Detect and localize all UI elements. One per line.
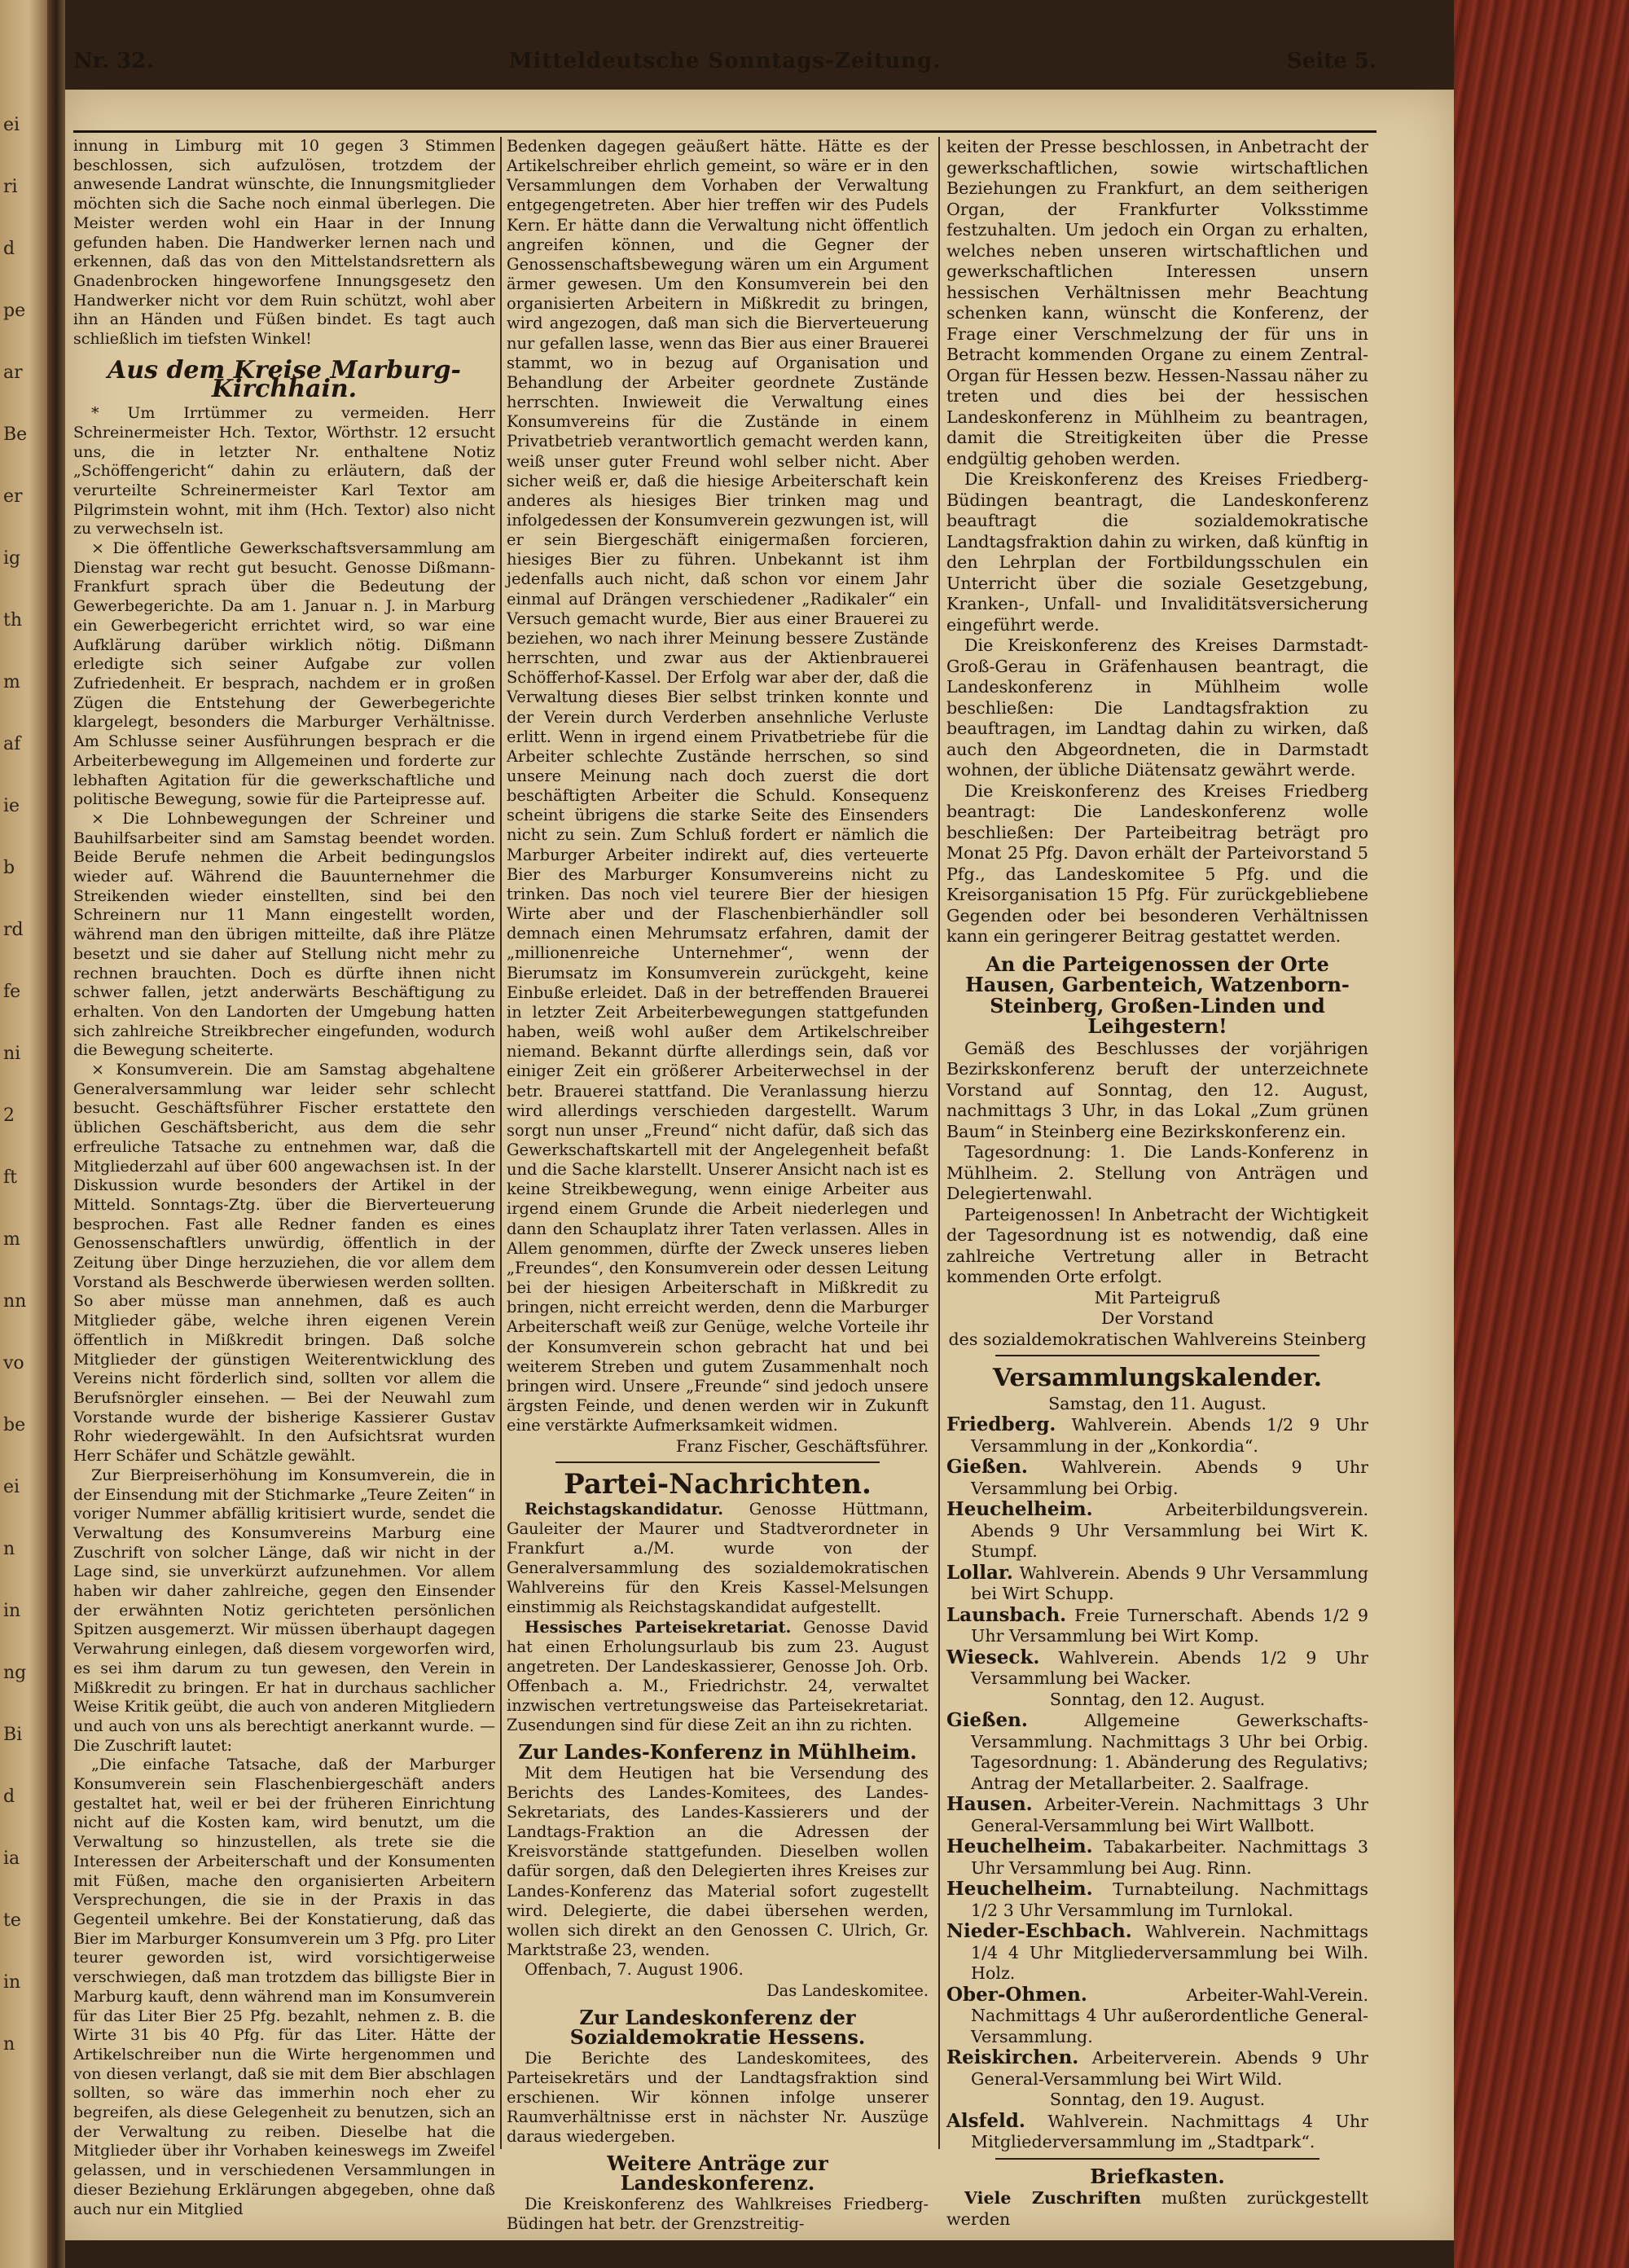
previous-page-fragment: er [3, 486, 23, 507]
signature: Das Landeskomitee. [766, 1981, 929, 2001]
article-paragraph: „Die einfache Tatsache, daß der Marburger Konsumverein sein Flaschenbiergeschäft anders gestaltet hat, weil er bei der früheren Einrichtung nicht auf die Kosten kam, wird benutzt, um die Verwaltung so hinzustellen, als trete sie die Interessen der Arbeiterschaft und der Konsumenten mit Füßen, mache den organisierten Arbeitern Versprechungen, die sie in der Praxis in das Gegenteil umkehre. Bei der Konstatierung, daß das Bier im Marburger Konsumverein um 3 Pfg. pro Liter teurer geworden ist, wird vorsichtigerweise verschwiegen, daß man trotzdem das billigste Bier in Marburg kauft, denn während man im Konsumverein für das Liter Bier 25 Pfg. bezahlt, nehmen z. B. die Wirte 31 bis 40 Pfg. für das Liter. Hätte der Artikelschreiber nun die Wirte hergenommen und von diesen verlangt, daß sie mit dem Bier abschlagen sollten, so wäre das immerhin noch eher zu begreifen, als diese Gelegenheit zu benutzen, sich an der Verwaltung zu reiben. Dieselbe hat die Mitglieder über ihr Vorhaben keineswegs im Zweifel gelassen, und in verschiedenen Versammlungen in dieser Beziehung Erklärungen abgegeben, ohne daß auch nur ein Mitglied [73, 1756, 495, 2218]
calendar-text: Arbeiterverein. Abends 9 Uhr General-Versammlung bei Wirt Wild. [971, 2048, 1368, 2089]
previous-page-fragment: b [3, 858, 15, 878]
greeting: Mit Parteigruß [1094, 1287, 1221, 1308]
article-text: Genosse David hat einen Erholungsurlaub bis zum 23. August angetreten. Der Landeskassierer, Genosse Joh. Orb. Offenbach a. M., Friedrichstr. 24, verwaltet inzwischen vertretungsweise das Parteisekretariat. Zusendungen sind für diese Zeit an ihn zu richten. [507, 1617, 929, 1735]
calendar-place: Heuchelheim. [946, 1835, 1093, 1857]
previous-page-fragment: ni [3, 1044, 21, 1064]
previous-page-fragment: ie [3, 796, 20, 816]
previous-page-fragment: in [3, 1972, 21, 1993]
calendar-text: Freie Turnerschaft. Abends 1/2 9 Uhr Versammlung bei Wirt Komp. [971, 1605, 1368, 1646]
previous-page-fragment: ar [3, 363, 23, 383]
calendar-entry [946, 1414, 1368, 1457]
article-paragraph: keiten der Presse beschlossen, in Anbetracht der gewerkschaftlichen, sowie wirtschaftlichen Beziehungen zu Frankfurt, an dem seitherigen Organ, der Frankfurter Volksstimme festzuhalten. Um jedoch ein Organ zu erhalten, welches neben unseren wirtschaftlichen und gewerkschaftlichen Interessen unsern hessischen Verhältnissen mehr Beachtung schenken kann, wünscht die Konferenz, der Frage einer Verschmelzung der für uns in Betracht kommenden Organe zu einem Zentral-Organ für Hessen bezw. Hessen-Nassau näher zu treten und dies bei der hessischen Landeskonferenz in Mühlheim zu beantragen, damit die Streitigkeiten über die Presse endgültig gehoben werden. [946, 137, 1368, 468]
previous-page-fragment: m [3, 1229, 20, 1250]
page-header [73, 49, 1377, 90]
section-heading: Partei-Nachrichten. [564, 1468, 872, 1501]
calendar-text: Arbeiterbildungsverein. Abends 9 Uhr Versammlung bei Wirt K. Stumpf. [971, 1500, 1368, 1561]
calendar-place: Alsfeld. [946, 2109, 1025, 2132]
signature: Franz Fischer, Geschäftsführer. [676, 1437, 929, 1457]
calendar-entry [946, 1499, 1368, 1563]
scan-bottom-border [65, 2240, 1454, 2268]
calendar-place: Hausen. [946, 1793, 1033, 1815]
calendar-date: Sonntag, den 19. August. [1049, 2090, 1266, 2109]
calendar-entry [946, 1984, 1368, 2048]
previous-page-fragment: rd [3, 920, 24, 940]
section-heading: Briefkasten. [1090, 2164, 1225, 2188]
previous-page-fragment: n [3, 1539, 15, 1559]
article-paragraph: Die Kreiskonferenz des Kreises Friedberg-Büdingen beantragt, die Landeskonferenz beauftragt die sozialdemokratische Landtagsfraktion dahin zu wirken, daß künftig in den Lehrplan der Fortbildungsschulen ein Unterricht über die soziale Gesetzgebung, Kranken-, Unfall- und Invaliditätsversicherung eingeführt werde. [946, 469, 1368, 635]
previous-page-fragment: m [3, 672, 20, 692]
divider [555, 1461, 880, 1463]
article-paragraph: × Die öffentliche Gewerkschaftsversammlung am Dienstag war recht gut besucht. Genosse Dißmann-Frankfurt sprach über die Bedeutung der Gewerbegerichte. Da am 1. Januar n. J. in Marburg ein Gewerbegericht errichtet wird, so war eine Aufklärung darüber wirklich nötig. Dißmann erledigte sich seiner Aufgabe zur vollen Zufriedenheit. Er besprach, nachdem er in großen Zügen die Entstehung der Gewerbegerichte klargelegt, besonders die Marburger Verhältnisse. Am Schlusse seiner Ausführungen besprach er die Arbeiterbewegung im Allgemeinen und forderte zur lebhaften Agitation für die gewerkschaftliche und politische Bewegung, sowie für die Parteipresse auf. [73, 539, 495, 809]
article-paragraph: Parteigenossen! In Anbetracht der Wichtigkeit der Tagesordnung ist es notwendig, daß eine zahlreiche Vertretung aller in Betracht kommenden Orte erfolgt. [946, 1204, 1368, 1286]
calendar-text: Allgemeine Gewerkschafts-Versammlung. Nachmittags 3 Uhr bei Orbig. Tagesordnung: 1. Abänderung des Regulativs; Antrag der Metallarbeiter. 2. Saalfrage. [971, 1711, 1368, 1793]
article-paragraph: innung in Limburg mit 10 gegen 3 Stimmen beschlossen, sich aufzulösen, trotzdem der anwesende Landrat wünschte, die Innungsmitglieder möchten sich die Sache noch einmal überlegen. Die Meister werden wohl ein Haar in der Innung gefunden haben. Die Handwerker lernen nach und erkennen, daß das von den Mittelstandsrettern als Gnadenbrocken hingeworfene Innungsgesetz den Handwerker nicht vor dem Ruin schützt, wohl aber ihn an Händen und Füßen bindet. Es tagt auch schließlich im tiefsten Winkel! [73, 137, 495, 349]
calendar-text: Wahlverein. Nachmittags 4 Uhr Mitgliederversammlung im „Stadtpark“. [971, 2111, 1368, 2152]
column-rule [938, 137, 940, 2149]
calendar-place: Ober-Ohmen. [946, 1983, 1087, 2006]
book-binding [1454, 0, 1629, 2268]
calendar-entry [946, 1836, 1368, 1879]
previous-page-fragment: ei [3, 115, 20, 135]
article-paragraph: Tagesordnung: 1. Die Lands-Konferenz in Mühlheim. 2. Stellung von Anträgen und Delegiertenwahl. [946, 1142, 1368, 1203]
calendar-place: Nieder-Eschbach. [946, 1920, 1132, 1942]
article-paragraph: Die Kreiskonferenz des Kreises Friedberg beantragt: Die Landeskonferenz wolle beschließen: Der Parteibeitrag beträgt pro Monat 25 Pfg. Davon erhält der Parteivorstand 5 Pfg., das Landeskomitee 5 Pfg. und die Kreisorganisation 15 Pfg. Für zurückgebliebene Gegenden oder bei besonderen Verhältnissen kann ein geringerer Beitrag gestattet werden. [946, 780, 1368, 946]
calendar-entry [946, 1563, 1368, 1605]
previous-page-fragment: ia [3, 1848, 20, 1869]
section-heading: Aus dem Kreise Marburg-Kirchhain. [108, 355, 461, 404]
article-paragraph: * Um Irrtümmer zu vermeiden. Herr Schreinermeister Hch. Textor, Wörthstr. 12 ersucht uns, die in letzter Nr. enthaltene Notiz „Schöffengericht“ dahin zu erläutern, daß der verurteilte Schreinermeister Karl Textor am Pilgrimstein wohnt, mit ihm (Hch. Textor) also nicht zu verwechseln ist. [73, 404, 495, 538]
calendar-entry [946, 1647, 1368, 1690]
column-1 [73, 137, 495, 2219]
calendar-entry [946, 1710, 1368, 1794]
previous-page-fragment: n [3, 2034, 15, 2055]
previous-page-fragment: 2 [3, 1105, 15, 1126]
calendar-entry [946, 1879, 1368, 1921]
header-rule [73, 130, 1377, 133]
calendar-entry [946, 1605, 1368, 1647]
calendar-text: Wahlverein. Abends 9 Uhr Versammlung bei Wirt Schupp. [971, 1563, 1368, 1603]
item-heading: Weitere Anträge zur Landeskonferenz. [607, 2151, 828, 2195]
calendar-text: Turnabteilung. Nachmittags 1/2 3 Uhr Versammlung im Turnlokal. [971, 1879, 1368, 1920]
column-2 [507, 137, 929, 2234]
article-paragraph: Mit dem Heutigen hat bie Versendung des Berichts des Landes-Komitees, des Landes-Sekretariats, des Landes-Kassierers und der Landtags-Fraktion an die Adressen der Kreisvorstände stattgefunden. Dieselben wollen dafür sorgen, daß den Delegierten ihres Kreises zur Landes-Konferenz das Material sofort zugestellt wird. Delegierte, die dabei übersehen werden, wollen sich direkt an den Genossen C. Ulrich, Gr. Marktstraße 23, wenden. [507, 1763, 929, 1960]
article-paragraph: Zur Bierpreiserhöhung im Konsumverein, die in der Einsendung mit der Stichmarke „Teure Zeiten“ in voriger Nummer abfällig kritisiert wurde, sendet die Verwaltung des Konsumvereins Marburg eine Zuschrift von solcher Länge, daß wir nicht in der Lage sind, sie unverkürzt aufzunehmen. Vor allem haben wir daher zahlreiche, gegen den Einsender der erwähnten Notiz gerichteten persönlichen Spitzen ausgemerzt. Wir müssen überhaupt dagegen Verwahrung einlegen, daß diesem vorgeworfen wird, es sei ihm darum zu tun gewesen, den Verein in Mißkredit zu bringen. Er hat in durchaus sachlicher Weise Kritik geübt, die auch von anderen Mitgliedern und auch von uns als berechtigt anerkannt wurde. — Die Zuschrift lautet: [73, 1466, 495, 1755]
article-paragraph: × Konsumverein. Die am Samstag abgehaltene Generalversammlung war leider sehr schlecht besucht. Geschäftsführer Fischer erstattete den üblichen Geschäftsbericht, aus dem die sehr erfreuliche Tatsache zu entnehmen war, daß die Mitgliederzahl auf über 600 angewachsen ist. In der Diskussion wurde besonders der Artikel in der Mitteld. Sonntags-Ztg. über die Bierverteuerung besprochen. Fast alle Redner fanden es eines Genossenschaftlers unwürdig, öffentlich in der Zeitung über Dinge herzuziehen, die vor allem dem Vorstand als Beschwerde überwiesen werden sollten. So aber müsse man annehmen, daß es auch Mitglieder gäbe, welche ihren eigenen Verein öffentlich in Mißkredit bringen. Daß solche Mitglieder der günstigen Weiterentwicklung des Vereins nicht förderlich sind, sollten vor allem die Berufsnörgler einsehen. — Bei der Neuwahl zum Vorstande wurde der bisherige Kassierer Gustav Rohr wiedergewählt. In den Aufsichtsrat wurden Herr Schäfer und Schätzle gewählt. [73, 1061, 495, 1466]
previous-page-fragment: vo [3, 1353, 24, 1374]
calendar-entry [946, 1921, 1368, 1984]
calendar-text: Wahlverein. Abends 1/2 9 Uhr Versammlung in der „Konkordia“. [971, 1415, 1368, 1456]
item-heading: Zur Landes-Konferenz in Mühlheim. [518, 1739, 917, 1764]
previous-page-fragment: af [3, 734, 21, 754]
calendar-place: Reiskirchen. [946, 2046, 1079, 2068]
calendar-text: Arbeiter-Wahl-Verein. Nachmittags 4 Uhr außerordentliche General-Versammlung. [971, 1984, 1368, 2046]
calendar-place: Gießen. [946, 1456, 1028, 1478]
calendar-place: Lollar. [946, 1561, 1013, 1584]
previous-page-fragment: nn [3, 1291, 27, 1312]
issue-number: Nr. 32. [73, 49, 154, 73]
calendar-place: Gießen. [946, 1709, 1028, 1731]
item-heading: Viele Zuschriften [964, 2188, 1142, 2208]
calendar-date: Sonntag, den 12. August. [1049, 1689, 1266, 1709]
previous-page-fragment: in [3, 1601, 21, 1621]
article-text: Genosse Hüttmann, Gauleiter der Maurer und Stadtverordneter in Frankfurt a./M. wurde von der Generalversammlung des sozialdemokratischen Wahlvereins für den Kreis Kassel-Melsungen einstimmig als Reichstagskandidat aufgestellt. [507, 1499, 929, 1617]
section-heading: Versammlungskalender. [992, 1364, 1323, 1392]
calendar-place: Heuchelheim. [946, 1498, 1093, 1520]
book-gutter [47, 0, 65, 2268]
article-paragraph: Gemäß des Beschlusses der vorjährigen Bezirkskonferenz beruft der unterzeichnete Vorstand auf Sonntag, den 12. August, nachmittags 3 Uhr, in das Lokal „Zum grünen Baum“ in Steinberg eine Bezirkskonferenz ein. [946, 1038, 1368, 1141]
calendar-text: Wahlverein. Abends 9 Uhr Versammlung bei Orbig. [971, 1457, 1368, 1498]
calendar-place: Launsbach. [946, 1603, 1067, 1626]
previous-page-fragment: ei [3, 1477, 20, 1497]
calendar-text: Arbeiter-Verein. Nachmittags 3 Uhr General-Versammlung bei Wirt Wallbott. [971, 1795, 1368, 1835]
previous-page-fragment: Be [3, 424, 28, 445]
item-heading: Zur Landeskonferenz der Sozialdemokratie Hessens. [569, 2005, 866, 2049]
article-text: mußten zurückgestellt werden [946, 2188, 1369, 2229]
column-3 [946, 137, 1368, 2230]
article-paragraph: Bedenken dagegen geäußert hätte. Hätte es der Artikelschreiber ehrlich gemeint, so wäre er in den Versammlungen dem Vorhaben der Verwaltung entgegengetreten. Aber hier treffen wir des Pudels Kern. Er hätte dann die Verwaltung nicht öffentlich angreifen können, und die Gegner der Genossenschaftsbewegung wären um ein Argument ärmer gewesen. Um den Konsumverein bei den organisierten Arbeitern in Mißkredit zu bringen, wird angezogen, daß man sich die Bierverteuerung nur gefallen lasse, wenn das Bier aus einer Brauerei stammt, wo in bezug auf Organisation und Behandlung der Arbeiter geordnete Zustände herrschten. Inwieweit die Verwaltung eines Konsumvereins für die Zustände in einem Privatbetrieb verantwortlich gemacht werden kann, weiß unser guter Freund wohl selber nicht. Aber sicher weiß er, daß die hiesige Arbeiterschaft kein anderes als hiesiges Bier trinken mag und infolgedessen der Konsumverein gezwungen ist, will er sein Biergeschäft einigermaßen forcieren, hiesiges Bier zu führen. Unbekannt ist ihm jedenfalls auch nicht, daß schon vor einem Jahr einmal auf Drängen verschiedener „Radikaler“ ein Versuch gemacht wurde, Bier aus einer Brauerei zu beziehen, wo nach ihrer Meinung bessere Zustände herrschten, und zwar aus der Aktienbrauerei Schöfferhof-Kassel. Der Erfolg war aber der, daß die Verwaltung dieses Bier selbst trinken konnte und der Verein durch Verderben ansehnliche Verluste erlitt. Wenn in irgend einem Privatbetriebe für die Arbeiter schlechte Zustände herrschen, so sind unsere Meinung nach doch zuerst die dort beschäftigten Arbeiter die Schuld. Konsequenz scheint übrigens die starke Seite des Einsenders nicht zu sein. Zum Schluß fordert er nämlich die Marburger Arbeiter indirekt auf, dies verteuerte Bier des Marburger Konsumvereins nicht zu trinken. Das noch viel teurere Bier der hiesigen Wirte aber und der Flaschenbierhändler soll demnach einen Mehrumsatz erfahren, damit der „millionenreiche Unternehmer“, wenn der Bierumsatz im Konsumverein zurückgeht, keine Einbuße erleidet. Daß in der betreffenden Brauerei in letzter Zeit Arbeiterbewegungen stattgefunden haben, weiß wohl außer dem Artikelschreiber niemand. Bekannt dürfte allerdings sein, daß vor einiger Zeit ein größerer Arbeiterwechsel in der betr. Brauerei stattfand. Die Veranlassung hierzu wird allerdings verschieden dargestellt. Warum sorgt nun unser „Freund“ nicht dafür, daß sich das Gewerkschaftskartell mit der Angelegenheit befaßt und die Sache klarstellt. Unserer Ansicht nach ist es keine Streikbewegung, wenn einige Arbeiter aus irgend einem Grunde die Arbeit niederlegen und dann den Schauplatz ihrer Taten verlassen. Alles in Allem genommen, dürfte der Zweck unseres lieben „Freundes“, den Konsumverein oder dessen Leitung bei der hiesigen Arbeiterschaft in Mißkredit zu bringen, nicht erreicht werden, denn die Marburger Arbeiterschaft weiß zur Genüge, welche Vorteile ihr der Konsumverein schon gebracht hat und bei weiterem Streben und gutem Zusammenhalt noch bringen wird. Unsere „Freunde“ sind jedoch unsere ärgsten Feinde, und denen werden wir in Zukunft eine verstärkte Aufmerksamkeit widmen. [507, 137, 929, 1435]
calendar-entry [946, 1457, 1368, 1499]
item-heading: An die Parteigenossen der Orte Hausen, Garbenteich, Watzenborn-Steinberg, Großen-Linden und Leihgestern! [965, 952, 1350, 1038]
previous-page-edge [0, 0, 47, 2268]
calendar-entry [946, 1794, 1368, 1836]
previous-page-fragment: ng [3, 1663, 27, 1683]
previous-page-fragment: th [3, 610, 23, 631]
calendar-entry [946, 2111, 1368, 2153]
article-paragraph: × Die Lohnbewegungen der Schreiner und Bauhilfsarbeiter sind am Samstag beendet worden. Beide Berufe nehmen die Arbeit bedingungslos wieder auf. Während die Bauunternehmer die Streikenden wieder einstellten, sind bei den Schreinern nur 11 Mann eingestellt worden, während man den übrigen mitteilte, daß ihre Plätze besetzt und sie daher auf Stellung nicht mehr zu rechnen brauchten. Doch es dürfte ihnen nicht schwer fallen, jetzt anderwärts Beschäftigung zu erhalten. Von den Landorten der Umgebung hatten sich zahlreiche Streikbrecher eingefunden, wodurch die Bewegung scheiterte. [73, 809, 495, 1060]
article-paragraph: Die Berichte des Landeskomitees, des Parteisekretärs und der Landtagsfraktion sind erschienen. Wir können infolge unserer Raumverhältnisse erst in nächster Nr. Auszüge daraus wiedergeben. [507, 2048, 929, 2147]
signature: Der Vorstand [1101, 1308, 1214, 1328]
item-heading: Reichstagskandidatur. [525, 1499, 724, 1519]
calendar-place: Wieseck. [946, 1646, 1040, 1668]
previous-page-fragment: ig [3, 548, 21, 569]
calendar-date: Samstag, den 11. August. [1048, 1393, 1267, 1413]
calendar-place: Friedberg. [946, 1413, 1056, 1435]
previous-page-fragment: d [3, 239, 15, 259]
article-paragraph: Die Kreiskonferenz des Kreises Darmstadt-Groß-Gerau in Gräfenhausen beantragt, die Landeskonferenz in Mühlheim wolle beschließen: Die Landtagsfraktion zu beauftragen, im Landtag dahin zu wirken, daß auch den Abgeordneten, die in Darmstadt wohnen, der übliche Diätensatz gewährt werde. [946, 635, 1368, 780]
calendar-place: Heuchelheim. [946, 1878, 1093, 1900]
previous-page-fragment: pe [3, 301, 26, 321]
divider [995, 2158, 1319, 2160]
calendar-text: Tabakarbeiter. Nachmittags 3 Uhr Versammlung bei Aug. Rinn. [971, 1837, 1368, 1878]
previous-page-fragment: te [3, 1910, 21, 1931]
calendar-text: Wahlverein. Abends 1/2 9 Uhr Versammlung bei Wacker. [971, 1647, 1369, 1688]
previous-page-fragment: Bi [3, 1725, 23, 1745]
calendar-text: Wahlverein. Nachmittags 1/4 4 Uhr Mitgliederversammlung bei Wilh. Holz. [971, 1922, 1368, 1983]
newspaper-title: Mitteldeutsche Sonntags-Zeitung. [508, 49, 942, 73]
column-rule [500, 137, 502, 2149]
page-number: Seite 5. [1287, 49, 1377, 73]
previous-page-fragment: d [3, 1787, 15, 1807]
dateline: Offenbach, 7. August 1906. [525, 1960, 744, 1980]
signature: des sozialdemokratischen Wahlvereins Steinberg [948, 1329, 1367, 1349]
item-heading: Hessisches Parteisekretariat. [525, 1617, 792, 1637]
divider [995, 1355, 1319, 1356]
previous-page-fragment: fe [3, 982, 21, 1002]
calendar-entry [946, 2047, 1368, 2090]
previous-page-fragment: be [3, 1415, 26, 1435]
previous-page-fragment: ft [3, 1167, 17, 1188]
previous-page-fragment: ri [3, 177, 18, 197]
article-paragraph: Die Kreiskonferenz des Wahlkreises Friedberg-Büdingen hat betr. der Grenzstreitig- [507, 2194, 929, 2234]
